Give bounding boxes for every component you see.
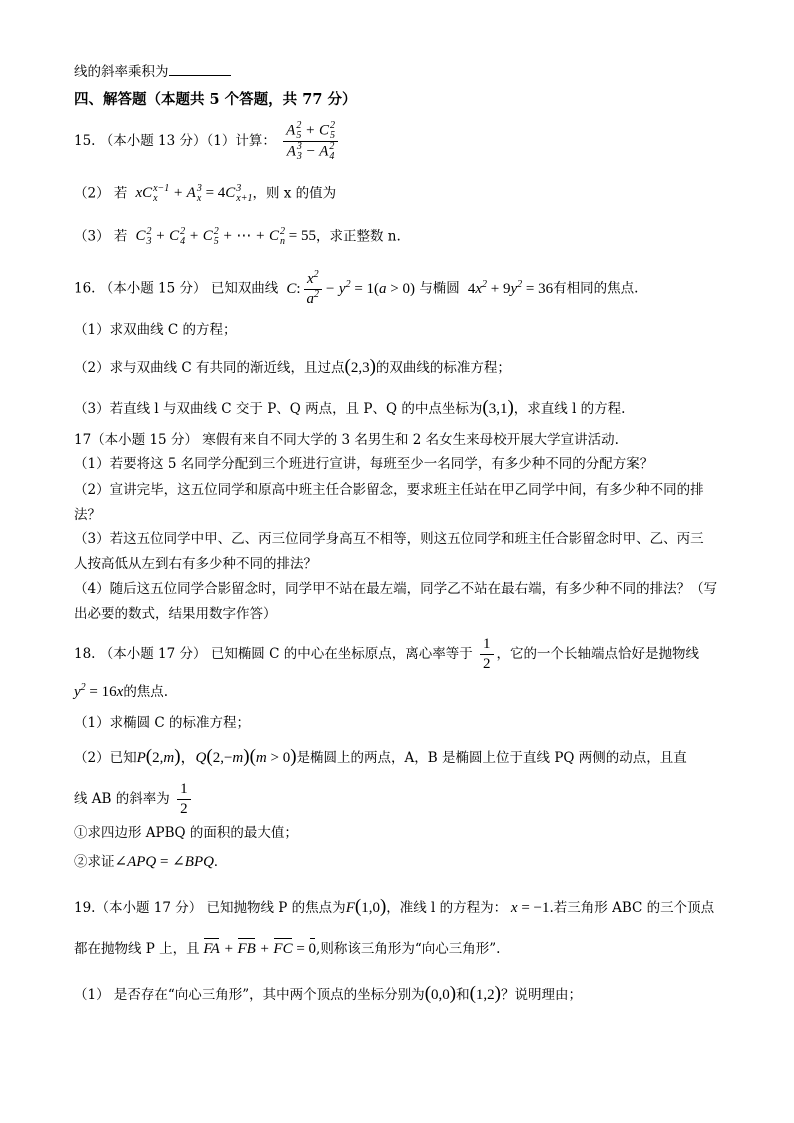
q17-p3a: （3）若这五位同学中甲、乙、丙三位同学身高互不相等，则这五位同学和班主任合影留念时甲、乙、丙三 xyxy=(74,531,704,547)
q18-p2: （2）已知P(2,m)，Q(2,−m)(m > 0)是椭圆上的两点，A，B 是椭圆上位于直线 PQ 两侧的动点，且直 xyxy=(74,746,687,767)
q19-head: 19.（本小题 17 分） 已知抛物线 P 的焦点为F(1,0)，准线 l 的方程为： x = −1.若三角形 ABC 的三个顶点 xyxy=(74,896,715,917)
q17-p3b: 人按高低从左到右有多少种不同的排法？ xyxy=(74,556,317,572)
q17-head: 17（本小题 15 分） 寒假有来自不同大学的 3 名男生和 2 名女生来母校开展大学宣讲活动. xyxy=(74,432,619,448)
q19-directrix: x = −1 xyxy=(507,900,550,916)
q16-point: (2,3) xyxy=(344,356,376,377)
q16-p1: （1）求双曲线 C 的方程； xyxy=(74,322,237,338)
q19-focus: F(1,0) xyxy=(345,896,387,917)
q18-parabola: $y^2 = 16x$ xyxy=(74,682,124,700)
section-title: 四、解答题（本题共 5 个答题，共 77 分） xyxy=(74,91,357,108)
q15-p2-equation: xC x−1 x + A 3 x = 4C 3 x+1 xyxy=(131,183,253,204)
q19-l2: 都在抛物线 P 上，且 FA + FB + FC = 0,则称该三角形为“向心三角形”. xyxy=(74,941,501,957)
q18-points: P(2,m)，Q(2,−m)(m > 0) xyxy=(136,746,297,767)
q15-p2: （2） 若 xC x−1 x + A 3 x = 4C 3 x+1 ，则 x 的值为 xyxy=(74,183,337,204)
q17-p4b: 出必要的数式，结果用数字作答） xyxy=(74,606,277,622)
q18-c1: ①求四边形 APBQ 的面积的最大值； xyxy=(74,825,298,841)
top-line xyxy=(74,64,231,80)
q18-head: 18. （本小题 17 分） 已知椭圆 C 的中心在坐标原点，离心率等于 $\frac{1}{2}$ ，它的一个长轴端点恰好是抛物线 xyxy=(74,636,700,672)
q16-hyperbola: C: $\frac{x^2}{a^2}$ − $y^2 = 1(a > 0)$ xyxy=(282,269,416,307)
q19-vertex-1: (0,0) xyxy=(424,983,457,1004)
top-text: 线的斜率乘积为 xyxy=(74,64,169,80)
q19-p1: （1） 是否存在“向心三角形”，其中两个顶点的坐标分别为(0,0)和(1,2)？说明理由； xyxy=(74,983,582,1004)
q17-p2b: 法？ xyxy=(74,507,101,523)
q15-p3-equation: C 2 3 + C 2 4 + C 2 5 + ⋯ + C 2 n = 55 xyxy=(131,226,316,247)
q18-slope-fraction: $\frac{1}{2}$ xyxy=(177,780,191,819)
q16-p3: （3）若直线 l 与双曲线 C 交于 P、Q 两点，且 P、Q 的中点坐标为(3,1)，求直线 l 的方程. xyxy=(74,397,626,418)
q18-p1: （1）求椭圆 C 的标准方程； xyxy=(74,715,251,731)
q18-eccentricity: $\frac{1}{2}$ xyxy=(480,635,494,674)
q15-head: 15. （本小题 13 分）（1）计算： A 2 5 + C 2 5 A 3 3 − A 2 4 xyxy=(74,121,341,162)
q16-head: 16. （本小题 15 分） 已知双曲线 C: $\frac{x^2}{a^2}$ − $y^2 = 1(a > 0)$ 与椭圆 $4x^2 + 9y^2 = 36$有相同的焦点. xyxy=(74,269,639,307)
answer-blank xyxy=(169,75,231,76)
q17-p1: （1）若要将这 5 名同学分配到三个班进行宣讲，每班至少一名同学，有多少种不同的分配方案？ xyxy=(74,456,654,472)
q15-fraction: A 2 5 + C 2 5 A 3 3 − A 2 4 xyxy=(283,121,338,162)
q18-slope: 线 AB 的斜率为 $\frac{1}{2}$ xyxy=(74,780,194,819)
q16-midpoint: (3,1) xyxy=(482,397,514,418)
q17-p2a: （2）宣讲完毕，这五位同学和原高中班主任合影留念，要求班主任站在甲乙同学中间，有多少种不同的排 xyxy=(74,482,704,498)
q17-p4a: （4）随后这五位同学合影留念时，同学甲不站在最左端，同学乙不站在最右端，有多少种不同的排法？（写 xyxy=(74,581,718,597)
q19-vertex-2: (1,2) xyxy=(469,983,501,1004)
q19-vector-sum: FA + FB + FC = 0 xyxy=(203,941,317,957)
q18-c2: ②求证∠APQ = ∠BPQ. xyxy=(74,854,218,870)
q15-p3: （3） 若 C 2 3 + C 2 4 + C 2 5 + ⋯ + C 2 n = 55，求正整数 n. xyxy=(74,226,401,247)
q16-p2: （2）求与双曲线 C 有共同的渐近线，且过点(2,3)的双曲线的标准方程； xyxy=(74,356,511,377)
q16-ellipse: $4x^2 + 9y^2 = 36$ xyxy=(467,278,554,297)
q18-focus: $y^2 = 16x$的焦点. xyxy=(74,682,169,700)
q18-angle-equation: ∠APQ = ∠BPQ. xyxy=(114,854,218,870)
